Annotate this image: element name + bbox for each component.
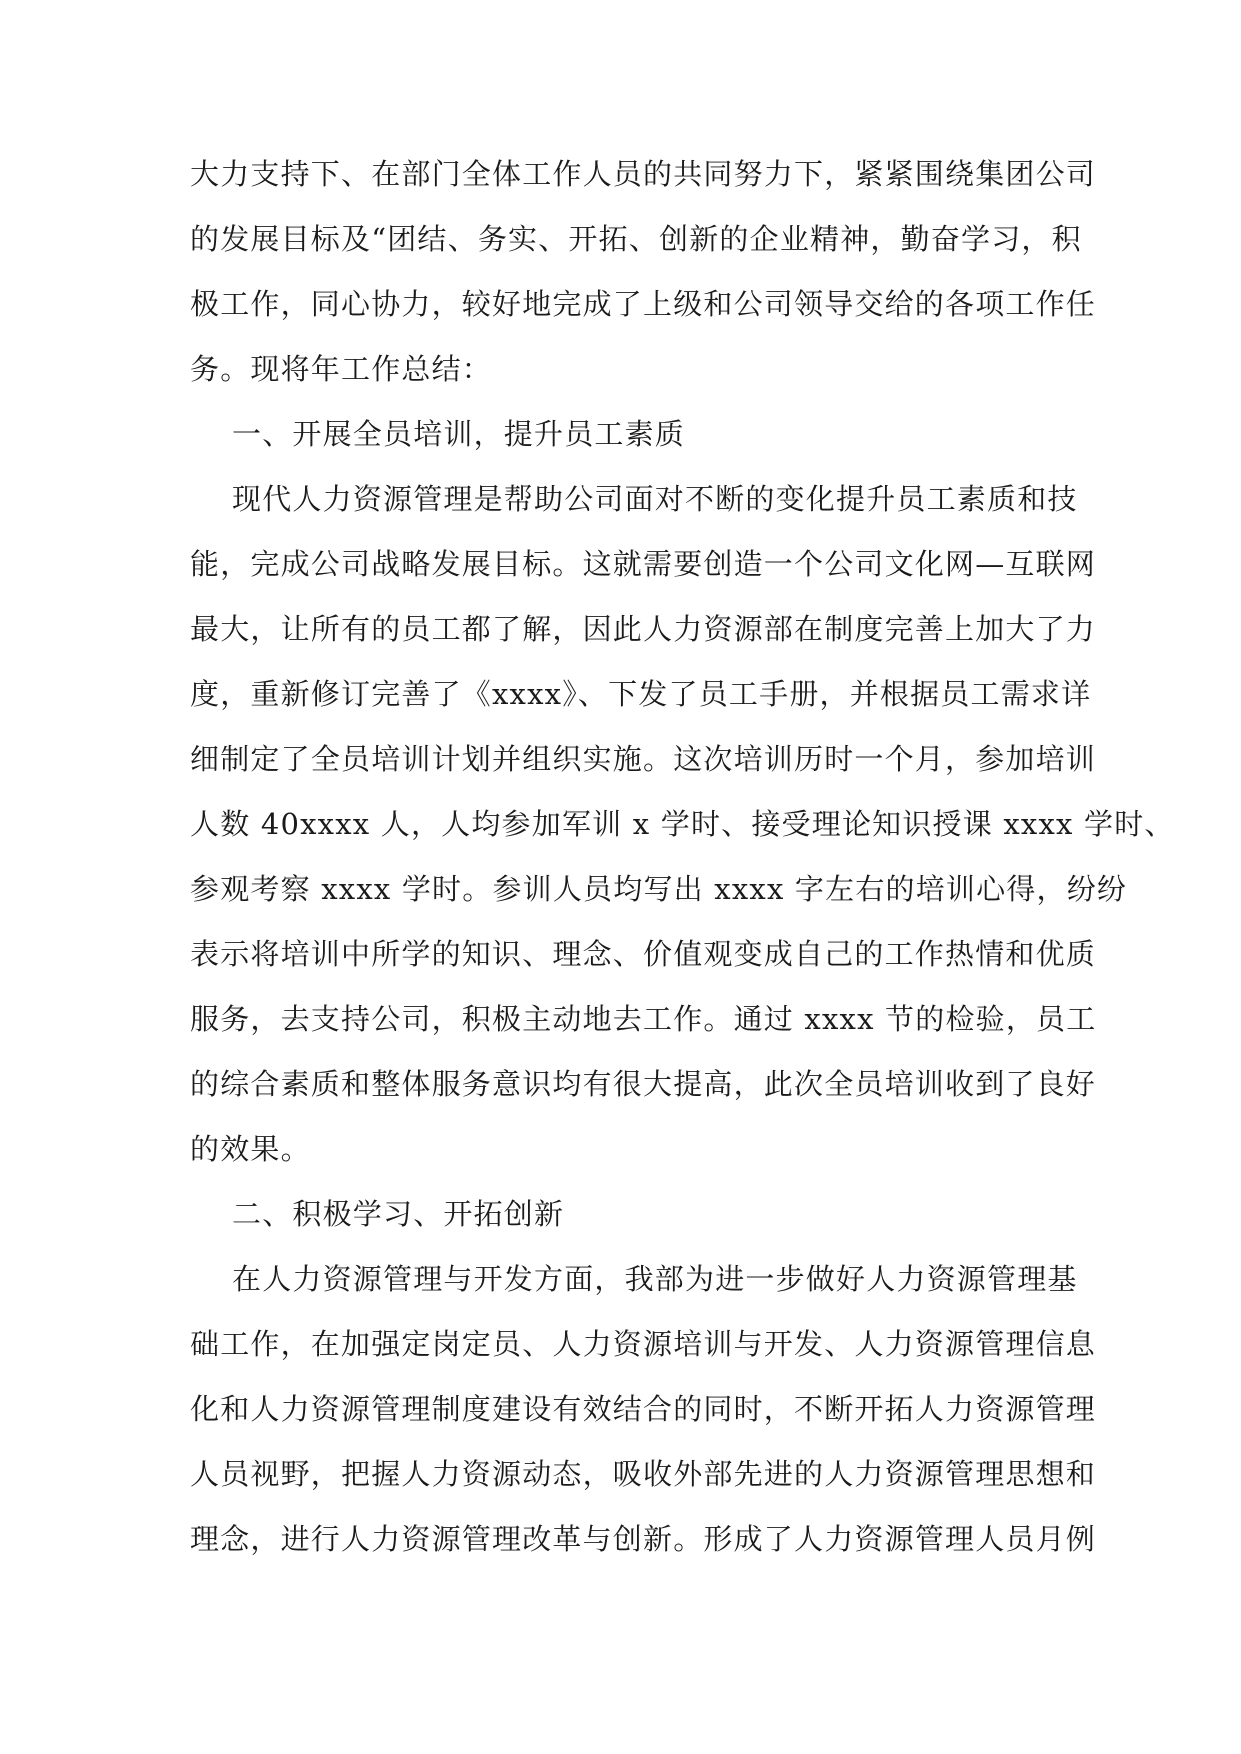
body-line: 大力支持下、在部门全体工作人员的共同努力下，紧紧围绕集团公司 [190, 157, 1097, 191]
body-line: 参观考察 xxxx 学时。参训人员均写出 xxxx 字左右的培训心得，纷纷 [190, 872, 1128, 906]
body-line: 理念，进行人力资源管理改革与创新。形成了人力资源管理人员月例 [190, 1522, 1097, 1556]
body-line: 化和人力资源管理制度建设有效结合的同时，不断开拓人力资源管理 [190, 1392, 1097, 1426]
body-line: 度，重新修订完善了《xxxx》、下发了员工手册，并根据员工需求详 [190, 677, 1092, 711]
body-line: 的综合素质和整体服务意识均有很大提高，此次全员培训收到了良好 [190, 1067, 1097, 1101]
body-line: 人员视野，把握人力资源动态，吸收外部先进的人力资源管理思想和 [190, 1457, 1097, 1491]
body-line: 础工作，在加强定岗定员、人力资源培训与开发、人力资源管理信息 [190, 1327, 1097, 1361]
body-line: 的效果。 [190, 1132, 311, 1166]
section-heading-1: 一、开展全员培训，提升员工素质 [232, 417, 686, 451]
section-heading-2: 二、积极学习、开拓创新 [232, 1197, 565, 1231]
body-line: 的发展目标及“团结、务实、开拓、创新的企业精神，勤奋学习，积 [190, 222, 1082, 256]
document-body [190, 142, 1175, 1572]
body-line: 在人力资源管理与开发方面，我部为进一步做好人力资源管理基 [232, 1262, 1078, 1296]
body-line: 服务，去支持公司，积极主动地去工作。通过 xxxx 节的检验，员工 [190, 1002, 1097, 1036]
body-line: 人数 40xxxx 人，人均参加军训 x 学时、接受理论知识授课 xxxx 学时、 [190, 807, 1175, 841]
body-line: 现代人力资源管理是帮助公司面对不断的变化提升员工素质和技 [232, 482, 1078, 516]
body-line: 务。现将年工作总结： [190, 352, 493, 386]
body-line: 最大，让所有的员工都了解，因此人力资源部在制度完善上加大了力 [190, 612, 1097, 646]
body-line: 能，完成公司战略发展目标。这就需要创造一个公司文化网—互联网 [190, 547, 1097, 581]
body-line: 极工作，同心协力，较好地完成了上级和公司领导交给的各项工作任 [190, 287, 1097, 321]
body-line: 表示将培训中所学的知识、理念、价值观变成自己的工作热情和优质 [190, 937, 1097, 971]
body-line: 细制定了全员培训计划并组织实施。这次培训历时一个月，参加培训 [190, 742, 1097, 776]
